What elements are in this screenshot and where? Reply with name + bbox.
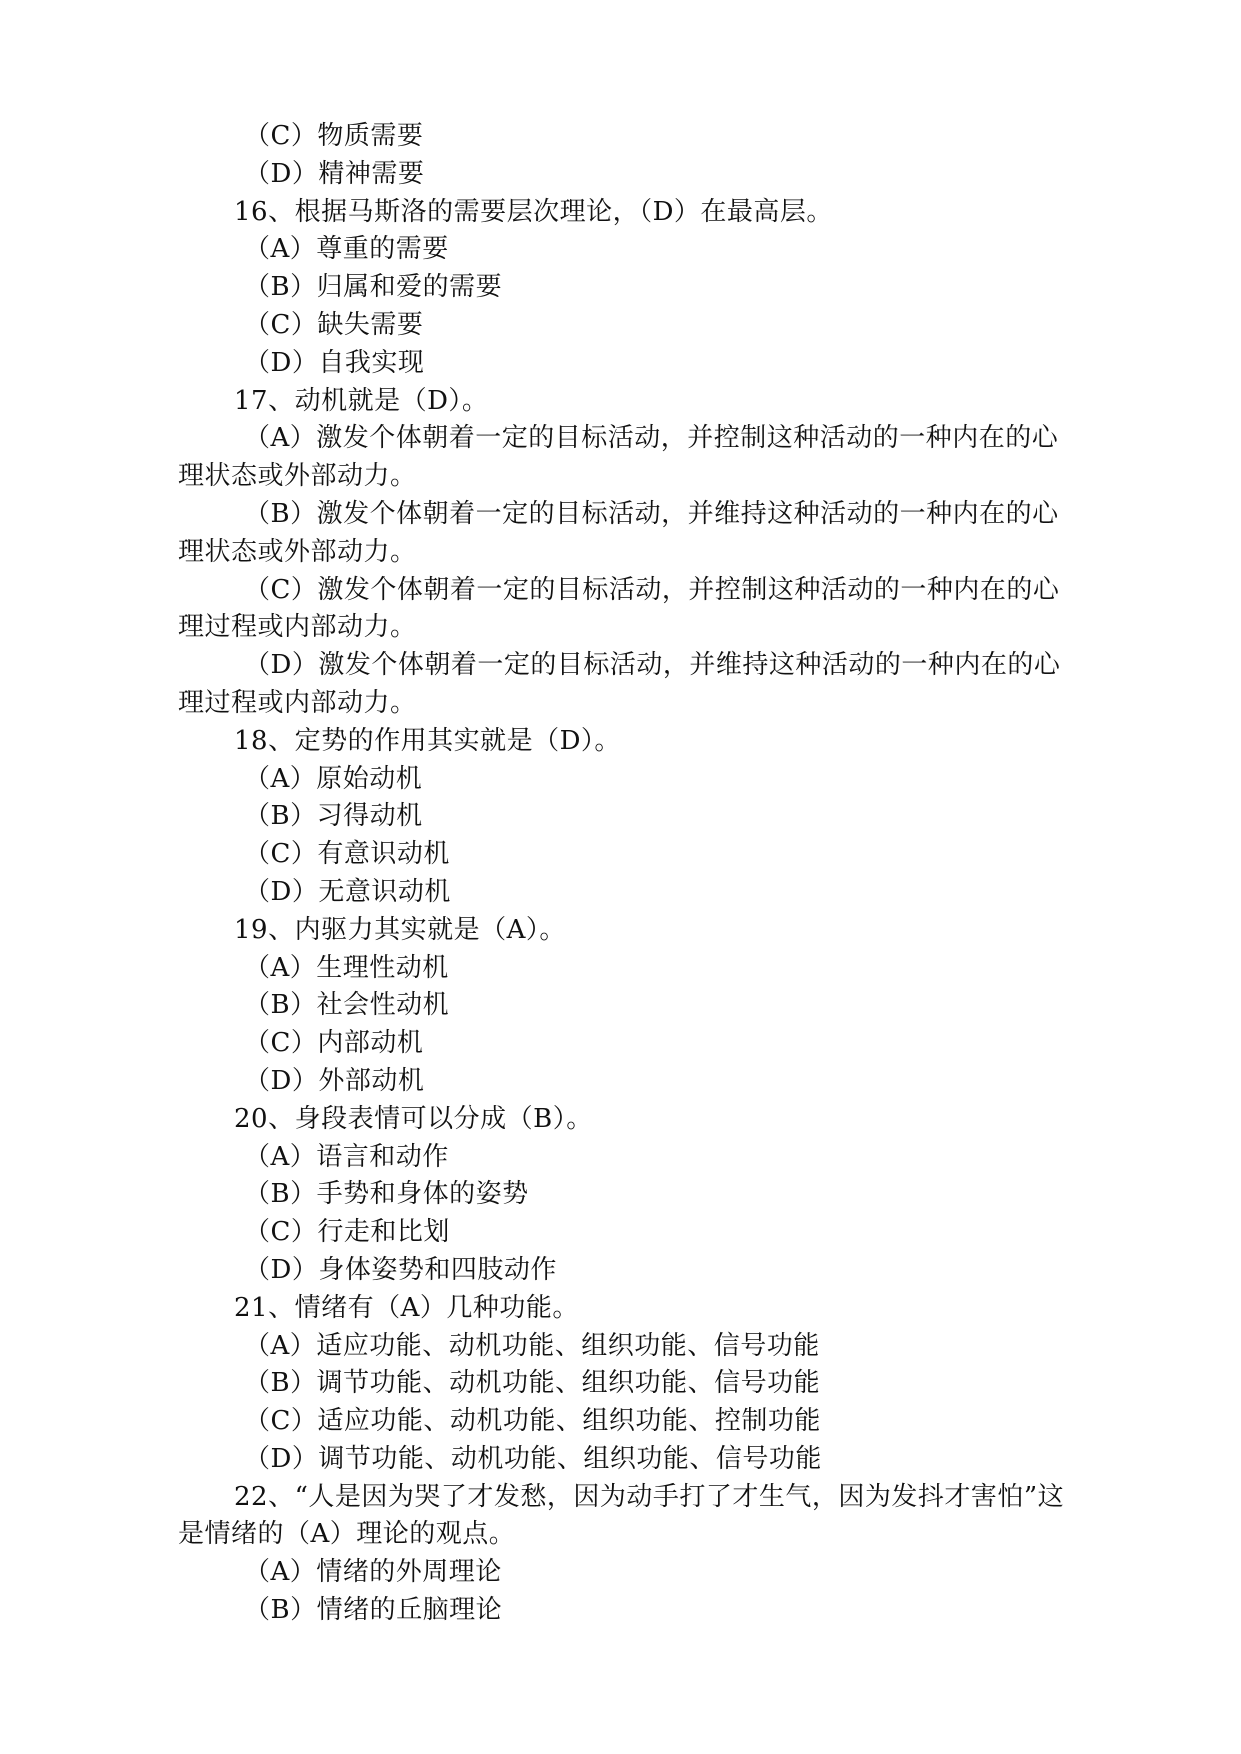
option-line: （A）生理性动机 (244, 952, 449, 983)
option-line: （B）习得动机 (244, 801, 423, 832)
question-line: 20、身段表情可以分成（B）。 (234, 1103, 593, 1134)
option-line: （C）物质需要 (244, 121, 424, 151)
question-line: 21、情绪有（A）几种功能。 (234, 1292, 579, 1323)
option-line: （B）激发个体朝着一定的目标活动，并维持这种活动的一种内在的心 (244, 498, 1059, 529)
document-body (178, 118, 1138, 1630)
option-line: （C）激发个体朝着一定的目标活动，并控制这种活动的一种内在的心 (244, 574, 1060, 605)
option-line: （A）尊重的需要 (244, 234, 449, 265)
option-line: （A）适应功能、动机功能、组织功能、信号功能 (244, 1330, 820, 1361)
option-line: （D）无意识动机 (244, 876, 451, 907)
option-line: （C）适应功能、动机功能、组织功能、控制功能 (244, 1406, 821, 1437)
option-line: （C）行走和比划 (244, 1217, 450, 1248)
option-line: （B）社会性动机 (244, 990, 450, 1021)
option-line: （A）情绪的外周理论 (244, 1557, 502, 1588)
option-line: （B）手势和身体的姿势 (244, 1179, 529, 1210)
option-line: （D）自我实现 (244, 347, 425, 378)
continuation-line: 理状态或外部动力。 (178, 461, 417, 492)
option-line: （B）归属和爱的需要 (244, 272, 503, 303)
option-line: （B）调节功能、动机功能、组织功能、信号功能 (244, 1368, 821, 1399)
option-line: （D）激发个体朝着一定的目标活动，并维持这种活动的一种内在的心 (244, 650, 1061, 681)
option-line: （B）情绪的丘脑理论 (244, 1595, 503, 1626)
option-line: （D）外部动机 (244, 1065, 425, 1096)
question-line: 19、内驱力其实就是（A）。 (234, 914, 566, 945)
option-line: （A）语言和动作 (244, 1141, 449, 1172)
option-line: （A）原始动机 (244, 763, 423, 794)
question-line: 18、定势的作用其实就是（D）。 (234, 725, 621, 756)
continuation-line: 理过程或内部动力。 (178, 687, 417, 718)
option-line: （D）调节功能、动机功能、组织功能、信号功能 (244, 1443, 822, 1474)
question-line: 17、动机就是（D）。 (234, 385, 489, 416)
option-line: （A）激发个体朝着一定的目标活动，并控制这种活动的一种内在的心 (244, 423, 1059, 454)
question-line: 16、根据马斯洛的需要层次理论，（D）在最高层。 (234, 196, 833, 227)
option-line: （D）身体姿势和四肢动作 (244, 1254, 557, 1285)
question-line: 22、“人是因为哭了才发愁，因为动手打了才生气，因为发抖才害怕”这 (234, 1481, 1065, 1512)
option-line: （C）缺失需要 (244, 309, 424, 340)
option-line: （D）精神需要 (244, 158, 425, 189)
option-line: （C）内部动机 (244, 1028, 424, 1059)
continuation-line: 理状态或外部动力。 (178, 536, 417, 567)
continuation-line: 是情绪的（A）理论的观点。 (178, 1519, 516, 1550)
option-line: （C）有意识动机 (244, 839, 450, 870)
continuation-line: 理过程或内部动力。 (178, 612, 417, 643)
